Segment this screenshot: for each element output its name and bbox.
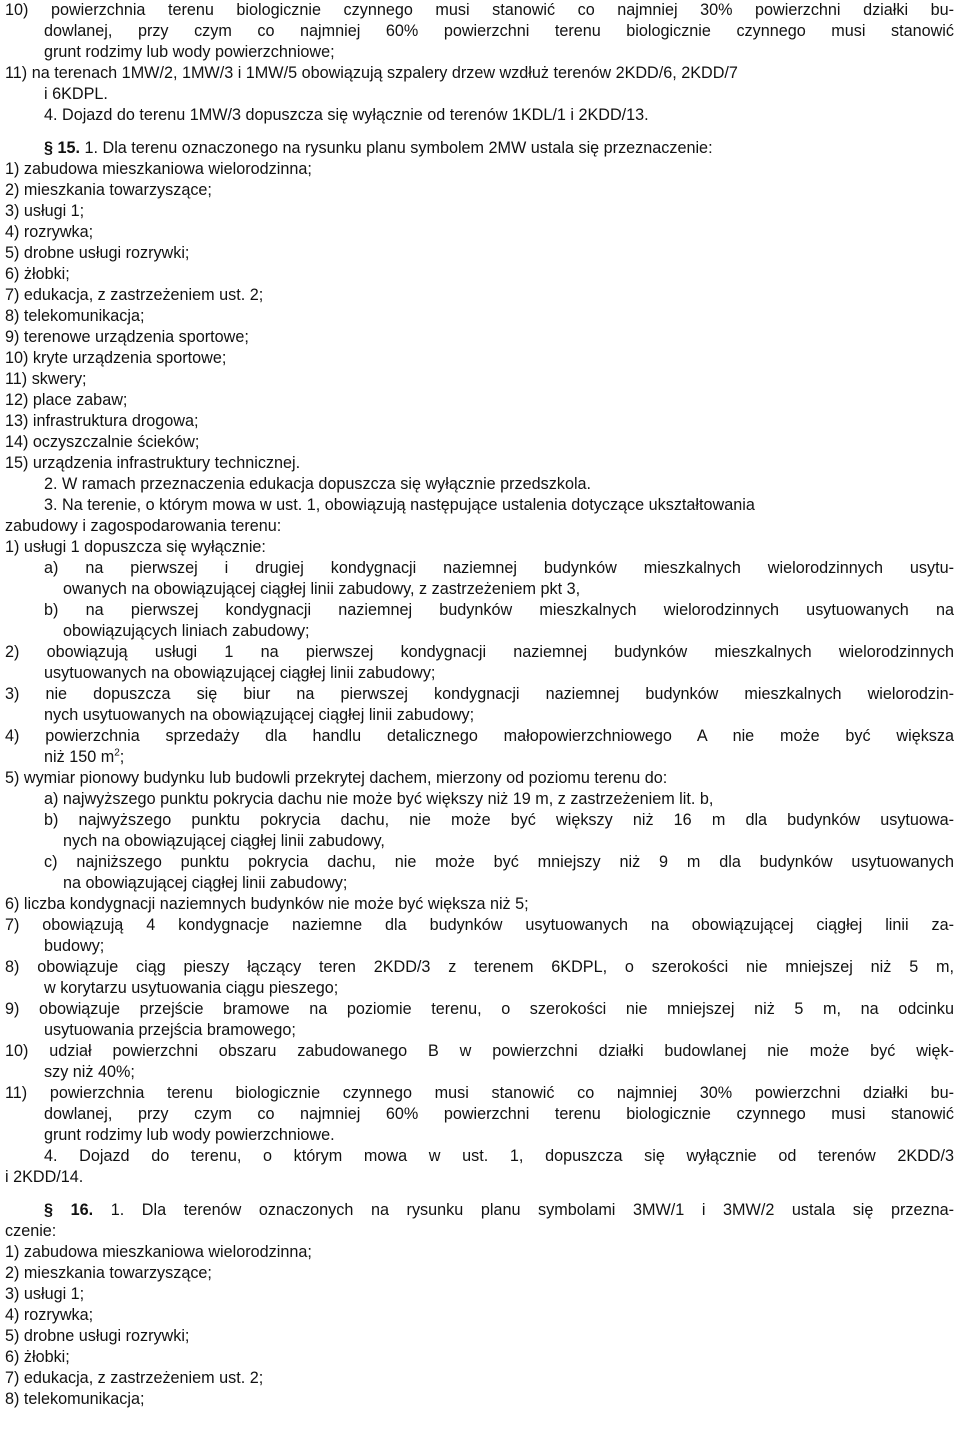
text-line (44, 705, 954, 725)
text-line (5, 915, 954, 935)
line-text: czenie: (5, 1222, 57, 1240)
line-text: 11) na terenach 1MW/2, 1MW/3 i 1MW/5 obowiązują szpalery drzew wzdłuż terenów 2KDD/6, 2KDD/7 (5, 64, 738, 82)
text-line (5, 957, 954, 977)
text-line (5, 159, 954, 179)
line-text: 10) powierzchnia terenu biologicznie czynnego musi stanowić co najmniej 30% powierzchni działki bu- (5, 1, 954, 19)
line-text: usytuowanych na obowiązującej ciągłej linii zabudowy; (44, 664, 436, 682)
text-line (5, 1167, 954, 1187)
text-line (44, 1200, 954, 1220)
line-text: 1) zabudowa mieszkaniowa wielorodzinna; (5, 1243, 312, 1261)
line-text: dowlanej, przy czym co najmniej 60% powierzchni terenu biologicznie czynnego musi stanowić (44, 22, 954, 40)
text-line (5, 999, 954, 1019)
text-line (44, 1020, 954, 1040)
line-text: 3) usługi 1; (5, 1285, 85, 1303)
line-text: 4) rozrywka; (5, 1306, 94, 1324)
text-line (44, 789, 954, 809)
text-line (5, 201, 954, 221)
line-text: 1. Dla terenu oznaczonego na rysunku planu symbolem 2MW ustala się przeznaczenie: (80, 139, 713, 157)
text-line (5, 1221, 954, 1241)
text-line (44, 42, 954, 62)
line-text: 6) żłobki; (5, 1348, 70, 1366)
text-line (44, 1104, 954, 1124)
text-line (5, 453, 954, 473)
text-line (5, 1041, 954, 1061)
text-line (44, 21, 954, 41)
text-line (5, 642, 954, 662)
text-line (44, 1146, 954, 1166)
line-text: 3) nie dopuszcza się biur na pierwszej kondygnacji naziemnej budynków mieszkalnych wielorodzin- (5, 685, 954, 703)
line-text: zabudowy i zagospodarowania terenu: (5, 517, 282, 535)
text-line (44, 1062, 954, 1082)
line-text: 4) powierzchnia sprzedaży dla handlu detalicznego małopowierzchniowego A nie może być większa (5, 727, 954, 745)
text-line (44, 495, 954, 515)
line-text: budowy; (44, 937, 105, 955)
text-line (5, 63, 954, 83)
line-text: i 6KDPL. (44, 85, 108, 103)
text-line (5, 1389, 954, 1409)
line-text: na obowiązującej ciągłej linii zabudowy; (63, 874, 348, 892)
text-line (44, 978, 954, 998)
text-line (44, 1125, 954, 1145)
text-line (44, 84, 954, 104)
line-text: nych na obowiązującej ciągłej linii zabudowy, (63, 832, 385, 850)
line-text: 15) urządzenia infrastruktury technicznej. (5, 454, 301, 472)
text-line (5, 1263, 954, 1283)
text-line (5, 537, 954, 557)
text-line (5, 306, 954, 326)
line-text: a) na pierwszej i drugiej kondygnacji naziemnej budynków mieszkalnych wielorodzinnych usytu- (44, 559, 954, 577)
line-text: b) na pierwszej kondygnacji naziemnej budynków mieszkalnych wielorodzinnych usytuowanych na (44, 601, 954, 619)
line-text: c) najniższego punktu pokrycia dachu, nie może być mniejszy niż 9 m dla budynków usytuowanych (44, 853, 954, 871)
text-line (44, 852, 954, 872)
line-text: 4. Dojazd do terenu 1MW/3 dopuszcza się wyłącznie od terenów 1KDL/1 i 2KDD/13. (44, 106, 649, 124)
text-line (5, 768, 954, 788)
line-text: 3. Na terenie, o którym mowa w ust. 1, obowiązują następujące ustalenia dotyczące ukształtowania (44, 496, 755, 514)
line-text: 11) skwery; (5, 370, 87, 388)
text-line (5, 390, 954, 410)
text-line (5, 684, 954, 704)
text-line (5, 1326, 954, 1346)
line-text: 8) obowiązuje ciąg pieszy łączący teren 2KDD/3 z terenem 6KDPL, o szerokości nie mniejszej niż 5 m, (5, 958, 954, 976)
line-text: niż 150 m (44, 748, 115, 766)
line-text: 2. W ramach przeznaczenia edukacja dopuszcza się wyłącznie przedszkola. (44, 475, 592, 493)
line-text: dowlanej, przy czym co najmniej 60% powierzchni terenu biologicznie czynnego musi stanowić (44, 1105, 954, 1123)
text-line (5, 1083, 954, 1103)
text-line (44, 663, 954, 683)
line-text: a) najwyższego punktu pokrycia dachu nie może być większy niż 19 m, z zastrzeżeniem lit. b, (44, 790, 714, 808)
text-line (5, 1368, 954, 1388)
line-text: 13) infrastruktura drogowa; (5, 412, 199, 430)
line-text: 8) telekomunikacja; (5, 1390, 145, 1408)
text-line (44, 747, 954, 767)
line-text: 1) usługi 1 dopuszcza się wyłącznie: (5, 538, 266, 556)
text-line (5, 894, 954, 914)
line-text: grunt rodzimy lub wody powierzchniowe. (44, 1126, 335, 1144)
text-line (5, 726, 954, 746)
line-text: 1. Dla terenów oznaczonych na rysunku planu symbolami 3MW/1 i 3MW/2 ustala się przezna- (93, 1201, 954, 1219)
line-text: 10) kryte urządzenia sportowe; (5, 349, 227, 367)
line-text: owanych na obowiązującej ciągłej linii zabudowy, z zastrzeżeniem pkt 3, (63, 580, 581, 598)
text-line (44, 936, 954, 956)
line-text: 1) zabudowa mieszkaniowa wielorodzinna; (5, 160, 312, 178)
line-text: 2) mieszkania towarzyszące; (5, 1264, 212, 1282)
superscript: 2 (114, 747, 120, 759)
line-text: szy niż 40%; (44, 1063, 135, 1081)
line-text: 8) telekomunikacja; (5, 307, 145, 325)
text-line (5, 369, 954, 389)
text-line (44, 600, 954, 620)
line-text: 4) rozrywka; (5, 223, 94, 241)
line-text: 9) terenowe urządzenia sportowe; (5, 328, 249, 346)
line-text: usytuowania przejścia bramowego; (44, 1021, 296, 1039)
line-text: b) najwyższego punktu pokrycia dachu, nie może być większy niż 16 m dla budynków usytuowa- (44, 811, 954, 829)
text-line (5, 1347, 954, 1367)
text-line (5, 516, 954, 536)
text-line (5, 1284, 954, 1304)
text-line (5, 348, 954, 368)
line-text: i 2KDD/14. (5, 1168, 84, 1186)
line-text: nych usytuowanych na obowiązującej ciągłej linii zabudowy; (44, 706, 475, 724)
line-text: 5) wymiar pionowy budynku lub budowli przekrytej dachem, mierzony od poziomu terenu do: (5, 769, 668, 787)
line-text: w korytarzu usytuowania ciągu pieszego; (44, 979, 339, 997)
line-text: 5) drobne usługi rozrywki; (5, 244, 190, 262)
text-line (44, 474, 954, 494)
line-text: grunt rodzimy lub wody powierzchniowe; (44, 43, 335, 61)
line-suffix: ; (119, 748, 125, 766)
text-line (5, 222, 954, 242)
text-line (5, 264, 954, 284)
section-marker: § 15. (44, 139, 81, 157)
text-line (5, 411, 954, 431)
line-text: 6) żłobki; (5, 265, 70, 283)
line-text: 12) place zabaw; (5, 391, 128, 409)
section-marker: § 16. (44, 1201, 94, 1219)
line-text: 7) edukacja, z zastrzeżeniem ust. 2; (5, 286, 264, 304)
line-text: obowiązujących liniach zabudowy; (63, 622, 310, 640)
line-text: 2) obowiązują usługi 1 na pierwszej kondygnacji naziemnej budynków mieszkalnych wielorodzinnych (5, 643, 954, 661)
text-line (44, 105, 954, 125)
line-text: 7) obowiązują 4 kondygnacje naziemne dla budynków usytuowanych na obowiązującej ciągłej linii za- (5, 916, 954, 934)
text-line (5, 180, 954, 200)
text-line (63, 873, 954, 893)
text-line (5, 285, 954, 305)
text-line (63, 579, 954, 599)
text-line (5, 0, 954, 20)
line-text: 2) mieszkania towarzyszące; (5, 181, 212, 199)
text-line (63, 621, 954, 641)
line-text: 10) udział powierzchni obszaru zabudowanego B w powierzchni działki budowlanej nie może być więk- (5, 1042, 954, 1060)
line-text: 3) usługi 1; (5, 202, 85, 220)
text-line (44, 810, 954, 830)
text-line (63, 831, 954, 851)
text-line (44, 138, 954, 158)
text-line (44, 558, 954, 578)
line-text: 11) powierzchnia terenu biologicznie czynnego musi stanowić co najmniej 30% powierzchni działki bu- (5, 1084, 954, 1102)
text-line (5, 327, 954, 347)
line-text: 6) liczba kondygnacji naziemnych budynków nie może być większa niż 5; (5, 895, 529, 913)
text-line (5, 243, 954, 263)
line-text: 4. Dojazd do terenu, o którym mowa w ust. 1, dopuszcza się wyłącznie od terenów 2KDD/3 (44, 1147, 954, 1165)
text-line (5, 432, 954, 452)
line-text: 5) drobne usługi rozrywki; (5, 1327, 190, 1345)
line-text: 7) edukacja, z zastrzeżeniem ust. 2; (5, 1369, 264, 1387)
text-line (5, 1242, 954, 1262)
line-text: 14) oczyszczalnie ścieków; (5, 433, 200, 451)
text-line (5, 1305, 954, 1325)
line-text: 9) obowiązuje przejście bramowe na poziomie terenu, o szerokości nie mniejszej niż 5 m, na odcinku (5, 1000, 954, 1018)
